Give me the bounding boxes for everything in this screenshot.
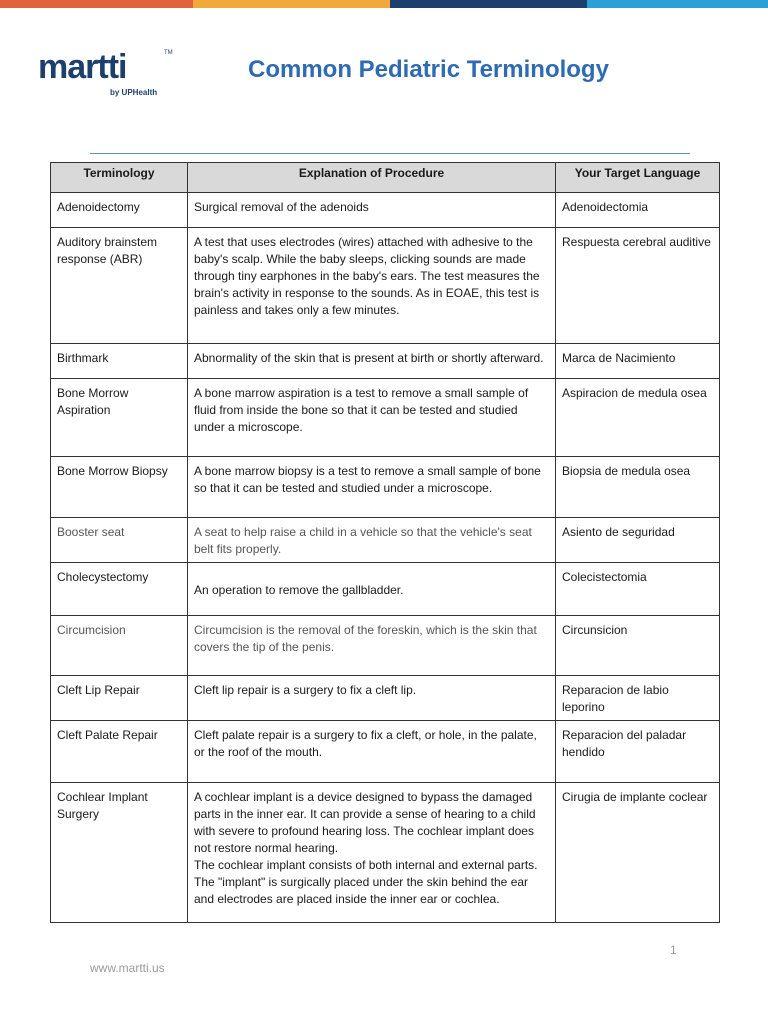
target-cell: Biopsia de medula osea bbox=[556, 457, 720, 518]
top-color-bar bbox=[0, 0, 768, 8]
color-bar-orange bbox=[0, 0, 193, 8]
table-row bbox=[51, 783, 720, 923]
explanation-text: An operation to remove the gallbladder. bbox=[194, 582, 404, 597]
term-cell: Bone Morrow Aspiration bbox=[51, 379, 188, 457]
logo-trademark: TM bbox=[164, 50, 173, 56]
explanation-cell: Cleft palate repair is a surgery to fix a cleft, or hole, in the palate, or the roof of the mouth. bbox=[188, 721, 556, 783]
term-cell: Cochlear Implant Surgery bbox=[51, 783, 188, 923]
table-row bbox=[51, 563, 720, 616]
explanation-cell: Abnormality of the skin that is present at birth or shortly afterward. bbox=[188, 344, 556, 379]
term-cell: Cholecystectomy bbox=[51, 563, 188, 616]
explanation-cell: Surgical removal of the adenoids bbox=[188, 193, 556, 228]
target-cell: Cirugia de implante coclear bbox=[556, 783, 720, 923]
term-cell: Booster seat bbox=[51, 518, 188, 563]
explanation-paragraph: A cochlear implant is a device designed to bypass the damaged parts in the inner ear. It can provide a sense of hearing to a child with severe to profound hearing loss. The cochlear implant does not restore normal hearing. bbox=[194, 790, 536, 855]
explanation-paragraph: The cochlear implant consists of both internal and external parts. The "implant" is surgically placed under the skin behind the ear and electrodes are placed inside the inner ear or cochlea. bbox=[194, 858, 538, 906]
explanation-cell: Cleft lip repair is a surgery to fix a cleft lip. bbox=[188, 676, 556, 721]
table-row bbox=[51, 457, 720, 518]
color-bar-yellow bbox=[193, 0, 390, 8]
target-cell: Adenoidectomia bbox=[556, 193, 720, 228]
logo-tagline: by UPHealth bbox=[110, 88, 158, 97]
table-row bbox=[51, 518, 720, 563]
term-cell: Cleft Palate Repair bbox=[51, 721, 188, 783]
martti-logo bbox=[38, 50, 178, 100]
target-cell: Circunsicion bbox=[556, 616, 720, 676]
table-row bbox=[51, 721, 720, 783]
target-cell: Aspiracion de medula osea bbox=[556, 379, 720, 457]
table-row bbox=[51, 344, 720, 379]
table-row bbox=[51, 676, 720, 721]
term-cell: Cleft Lip Repair bbox=[51, 676, 188, 721]
target-cell: Asiento de seguridad bbox=[556, 518, 720, 563]
terminology-table bbox=[50, 162, 720, 923]
logo-wordmark: martti bbox=[38, 48, 127, 86]
term-cell: Circumcision bbox=[51, 616, 188, 676]
term-cell: Auditory brainstem response (ABR) bbox=[51, 228, 188, 344]
explanation-cell: A seat to help raise a child in a vehicle so that the vehicle's seat belt fits properly. bbox=[188, 518, 556, 563]
explanation-cell: A bone marrow biopsy is a test to remove a small sample of bone so that it can be tested and studied under a microscope. bbox=[188, 457, 556, 518]
term-cell: Bone Morrow Biopsy bbox=[51, 457, 188, 518]
term-cell: Birthmark bbox=[51, 344, 188, 379]
page-title: Common Pediatric Terminology bbox=[248, 56, 609, 83]
explanation-cell: Circumcision is the removal of the foreskin, which is the skin that covers the tip of the penis. bbox=[188, 616, 556, 676]
color-bar-blue bbox=[587, 0, 768, 8]
header-target-language: Your Target Language bbox=[556, 163, 720, 193]
target-cell: Colecistectomia bbox=[556, 563, 720, 616]
target-cell: Marca de Nacimiento bbox=[556, 344, 720, 379]
table-row bbox=[51, 193, 720, 228]
footer-url: www.martti.us bbox=[90, 961, 165, 975]
target-cell: Reparacion del paladar hendido bbox=[556, 721, 720, 783]
title-divider bbox=[90, 153, 690, 154]
table-row bbox=[51, 379, 720, 457]
explanation-cell bbox=[188, 783, 556, 923]
target-cell: Respuesta cerebral auditive bbox=[556, 228, 720, 344]
explanation-cell: A bone marrow aspiration is a test to remove a small sample of fluid from inside the bone so that it can be tested and studied under a microscope. bbox=[188, 379, 556, 457]
header-terminology: Terminology bbox=[51, 163, 188, 193]
header-explanation: Explanation of Procedure bbox=[188, 163, 556, 193]
explanation-cell: A test that uses electrodes (wires) attached with adhesive to the baby's scalp. While the baby sleeps, clicking sounds are made through tiny earphones in the baby's ears. The test measures the brain's activity in response to the sounds. As in EOAE, this test is painless and takes only a few minutes. bbox=[188, 228, 556, 344]
target-cell: Reparacion de labio leporino bbox=[556, 676, 720, 721]
table-row bbox=[51, 228, 720, 344]
term-cell: Adenoidectomy bbox=[51, 193, 188, 228]
table-header-row bbox=[51, 163, 720, 193]
color-bar-navy bbox=[390, 0, 587, 8]
table-row bbox=[51, 616, 720, 676]
explanation-cell bbox=[188, 563, 556, 616]
page-number: 1 bbox=[670, 943, 677, 957]
